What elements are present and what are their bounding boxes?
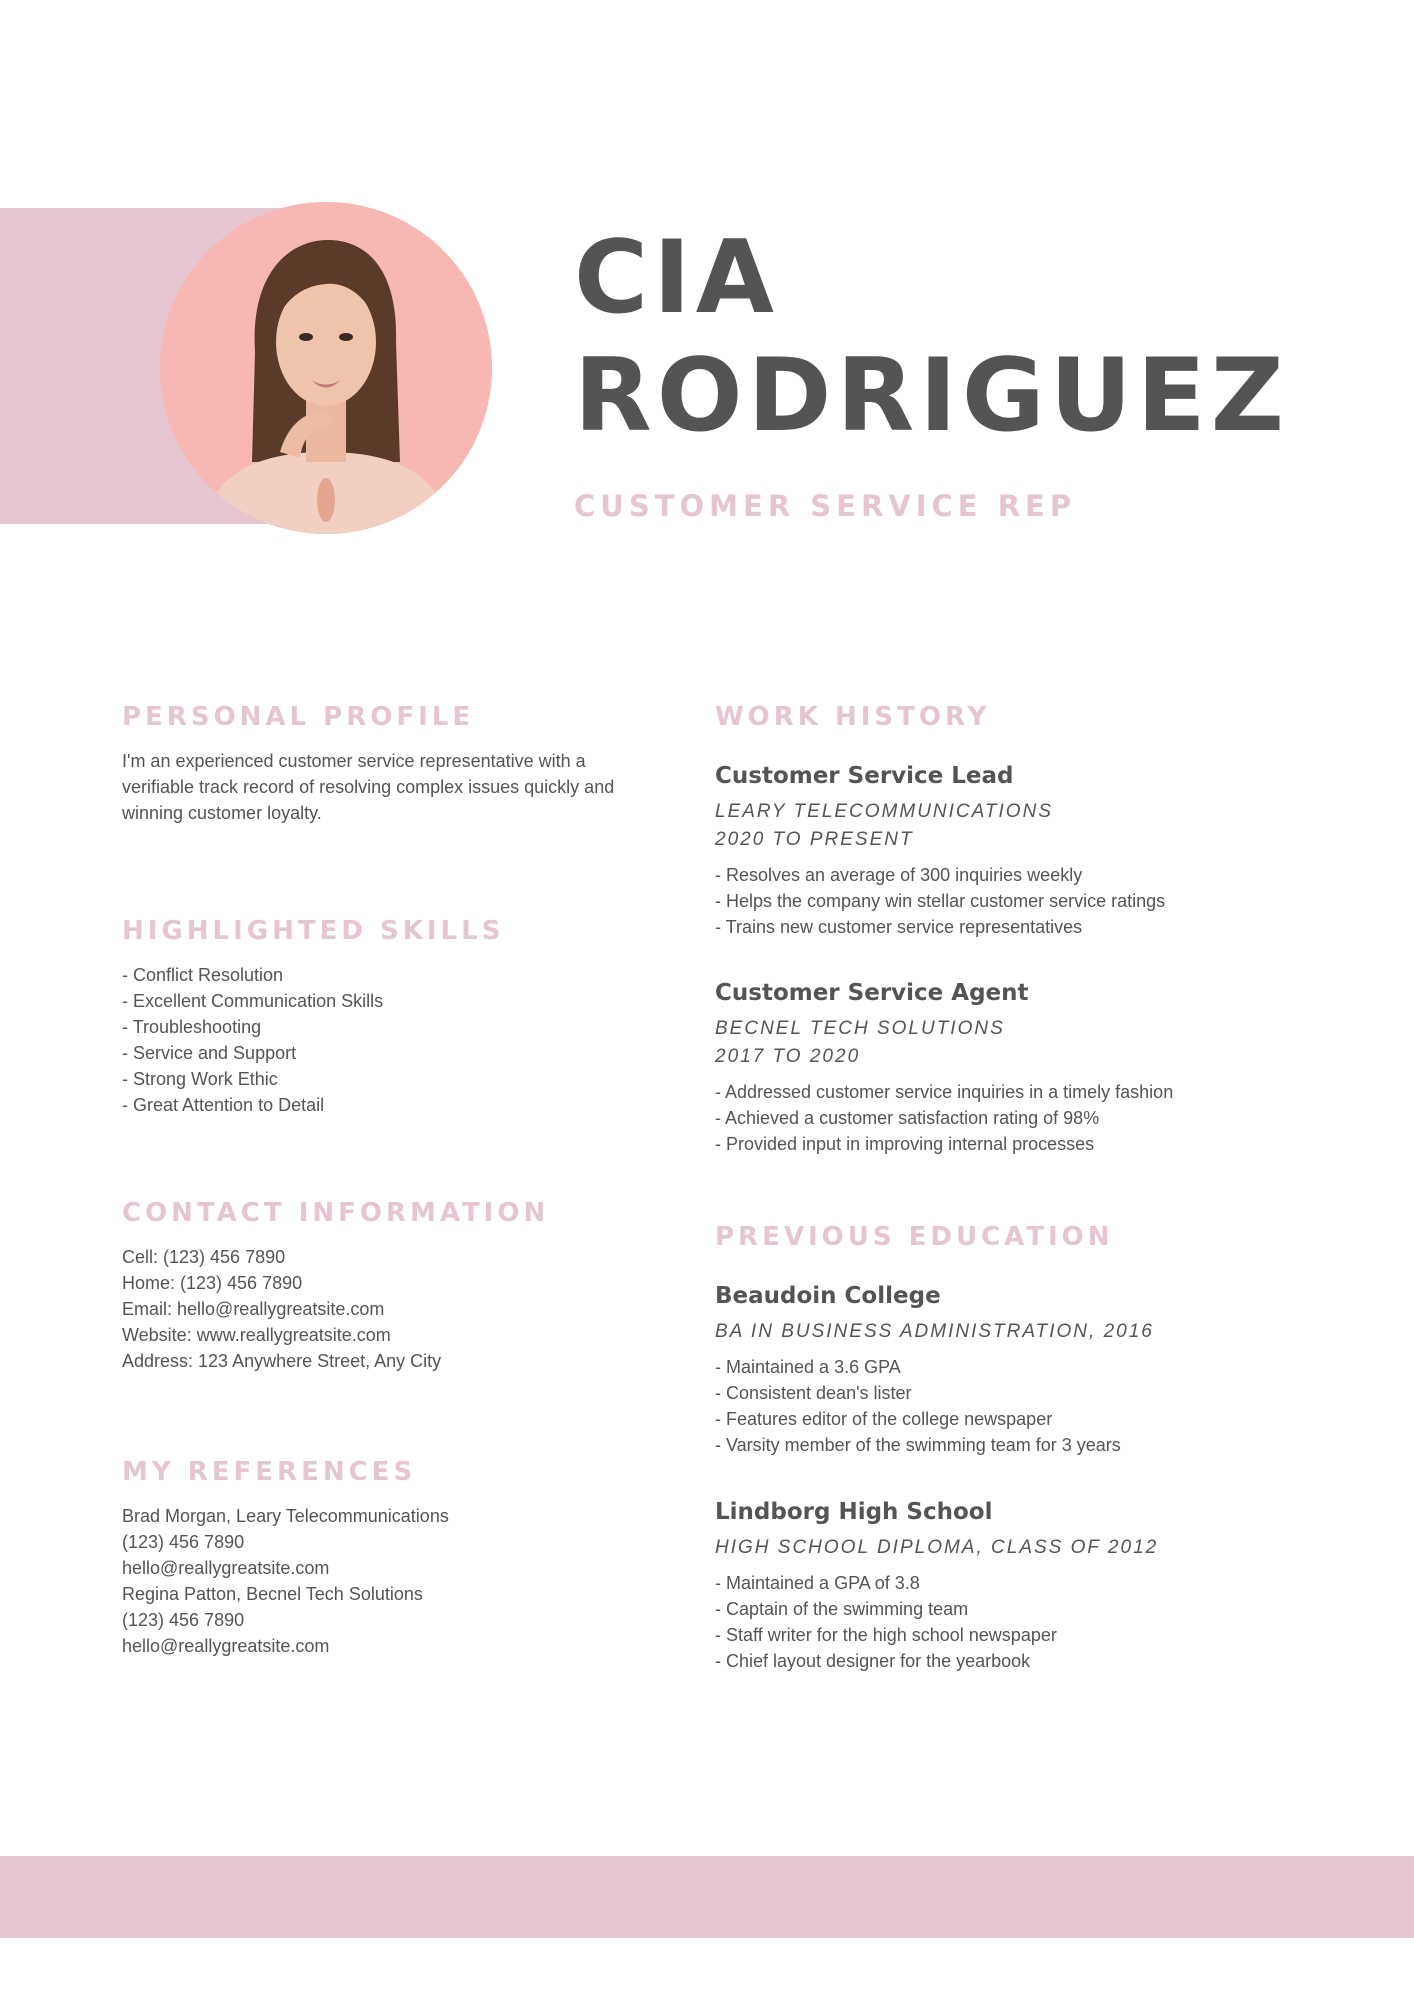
education-bullet: - Maintained a GPA of 3.8 bbox=[715, 1573, 920, 1593]
school-name: Beaudoin College bbox=[715, 1283, 941, 1309]
company-name: BECNEL TECH SOLUTIONS bbox=[715, 1018, 1005, 1039]
skill-item: - Conflict Resolution bbox=[122, 965, 284, 985]
reference-line: (123) 456 7890 bbox=[122, 1610, 245, 1630]
contact-address: Address: 123 Anywhere Street, Any City bbox=[122, 1351, 442, 1371]
job-bullets bbox=[715, 1079, 1335, 1157]
reference-line: hello@reallygreatsite.com bbox=[122, 1636, 330, 1656]
references-section bbox=[122, 1455, 662, 1659]
job-bullet: - Provided input in improving internal processes bbox=[715, 1134, 1095, 1154]
skills-heading: HIGHLIGHTED SKILLS bbox=[122, 916, 505, 946]
education-bullets bbox=[715, 1354, 1335, 1458]
contact-heading: CONTACT INFORMATION bbox=[122, 1198, 550, 1228]
job-bullet: - Achieved a customer satisfaction rating of 98% bbox=[715, 1108, 1100, 1128]
reference-line: Brad Morgan, Leary Telecommunications bbox=[122, 1506, 449, 1526]
education-bullet: - Features editor of the college newspaper bbox=[715, 1409, 1053, 1429]
first-name: CIA bbox=[574, 218, 779, 336]
skill-item: - Excellent Communication Skills bbox=[122, 991, 384, 1011]
personal-profile-heading: PERSONAL PROFILE bbox=[122, 702, 475, 732]
education-bullets bbox=[715, 1570, 1335, 1674]
personal-profile-section bbox=[122, 700, 662, 826]
skill-item: - Strong Work Ethic bbox=[122, 1069, 278, 1089]
degree: HIGH SCHOOL DIPLOMA, CLASS OF 2012 bbox=[715, 1537, 1159, 1558]
job-bullet: - Trains new customer service representatives bbox=[715, 917, 1083, 937]
job-bullet: - Resolves an average of 300 inquiries weekly bbox=[715, 865, 1083, 885]
job-bullet: - Addressed customer service inquiries in a timely fashion bbox=[715, 1082, 1174, 1102]
reference-line: Regina Patton, Becnel Tech Solutions bbox=[122, 1584, 423, 1604]
reference-line: (123) 456 7890 bbox=[122, 1532, 245, 1552]
education-bullet: - Maintained a 3.6 GPA bbox=[715, 1357, 901, 1377]
footer-accent-band bbox=[0, 1856, 1414, 1938]
education-bullet: - Captain of the swimming team bbox=[715, 1599, 969, 1619]
references-heading: MY REFERENCES bbox=[122, 1457, 417, 1487]
education-entry bbox=[715, 1280, 1335, 1458]
job-dates: 2017 TO 2020 bbox=[715, 1046, 861, 1067]
job-role-title: Customer Service Lead bbox=[715, 763, 1014, 789]
education-bullet: - Varsity member of the swimming team for 3 years bbox=[715, 1435, 1121, 1455]
education-bullet: - Staff writer for the high school newspaper bbox=[715, 1625, 1057, 1645]
contact-email: Email: hello@reallygreatsite.com bbox=[122, 1299, 385, 1319]
job-bullets bbox=[715, 862, 1335, 940]
job-bullet: - Helps the company win stellar customer service ratings bbox=[715, 891, 1166, 911]
degree: BA IN BUSINESS ADMINISTRATION, 2016 bbox=[715, 1321, 1154, 1342]
reference-line: hello@reallygreatsite.com bbox=[122, 1558, 330, 1578]
contact-cell: Cell: (123) 456 7890 bbox=[122, 1247, 286, 1267]
work-history-section bbox=[715, 700, 1335, 748]
education-bullet: - Consistent dean's lister bbox=[715, 1383, 912, 1403]
candidate-name bbox=[574, 218, 1289, 454]
contact-section bbox=[122, 1196, 662, 1374]
job-title: CUSTOMER SERVICE REP bbox=[574, 489, 1077, 523]
work-entry bbox=[715, 760, 1335, 940]
portrait-illustration bbox=[160, 202, 492, 534]
school-name: Lindborg High School bbox=[715, 1499, 993, 1525]
education-bullet: - Chief layout designer for the yearbook bbox=[715, 1651, 1031, 1671]
last-name: RODRIGUEZ bbox=[574, 336, 1289, 454]
skill-item: - Troubleshooting bbox=[122, 1017, 262, 1037]
contact-website: Website: www.reallygreatsite.com bbox=[122, 1325, 391, 1345]
skill-item: - Great Attention to Detail bbox=[122, 1095, 325, 1115]
profile-photo bbox=[160, 202, 492, 534]
job-dates: 2020 TO PRESENT bbox=[715, 829, 914, 850]
skills-section bbox=[122, 914, 662, 1118]
company-name: LEARY TELECOMMUNICATIONS bbox=[715, 801, 1053, 822]
education-section bbox=[715, 1220, 1335, 1268]
contact-home: Home: (123) 456 7890 bbox=[122, 1273, 303, 1293]
work-history-heading: WORK HISTORY bbox=[715, 702, 991, 732]
work-entry bbox=[715, 977, 1335, 1157]
job-role-title: Customer Service Agent bbox=[715, 980, 1029, 1006]
skill-item: - Service and Support bbox=[122, 1043, 297, 1063]
education-entry bbox=[715, 1496, 1335, 1674]
education-heading: PREVIOUS EDUCATION bbox=[715, 1222, 1114, 1252]
personal-profile-text: I'm an experienced customer service representative with a verifiable track record of resolving complex issues quickly and winning customer loyalty. bbox=[122, 751, 615, 823]
